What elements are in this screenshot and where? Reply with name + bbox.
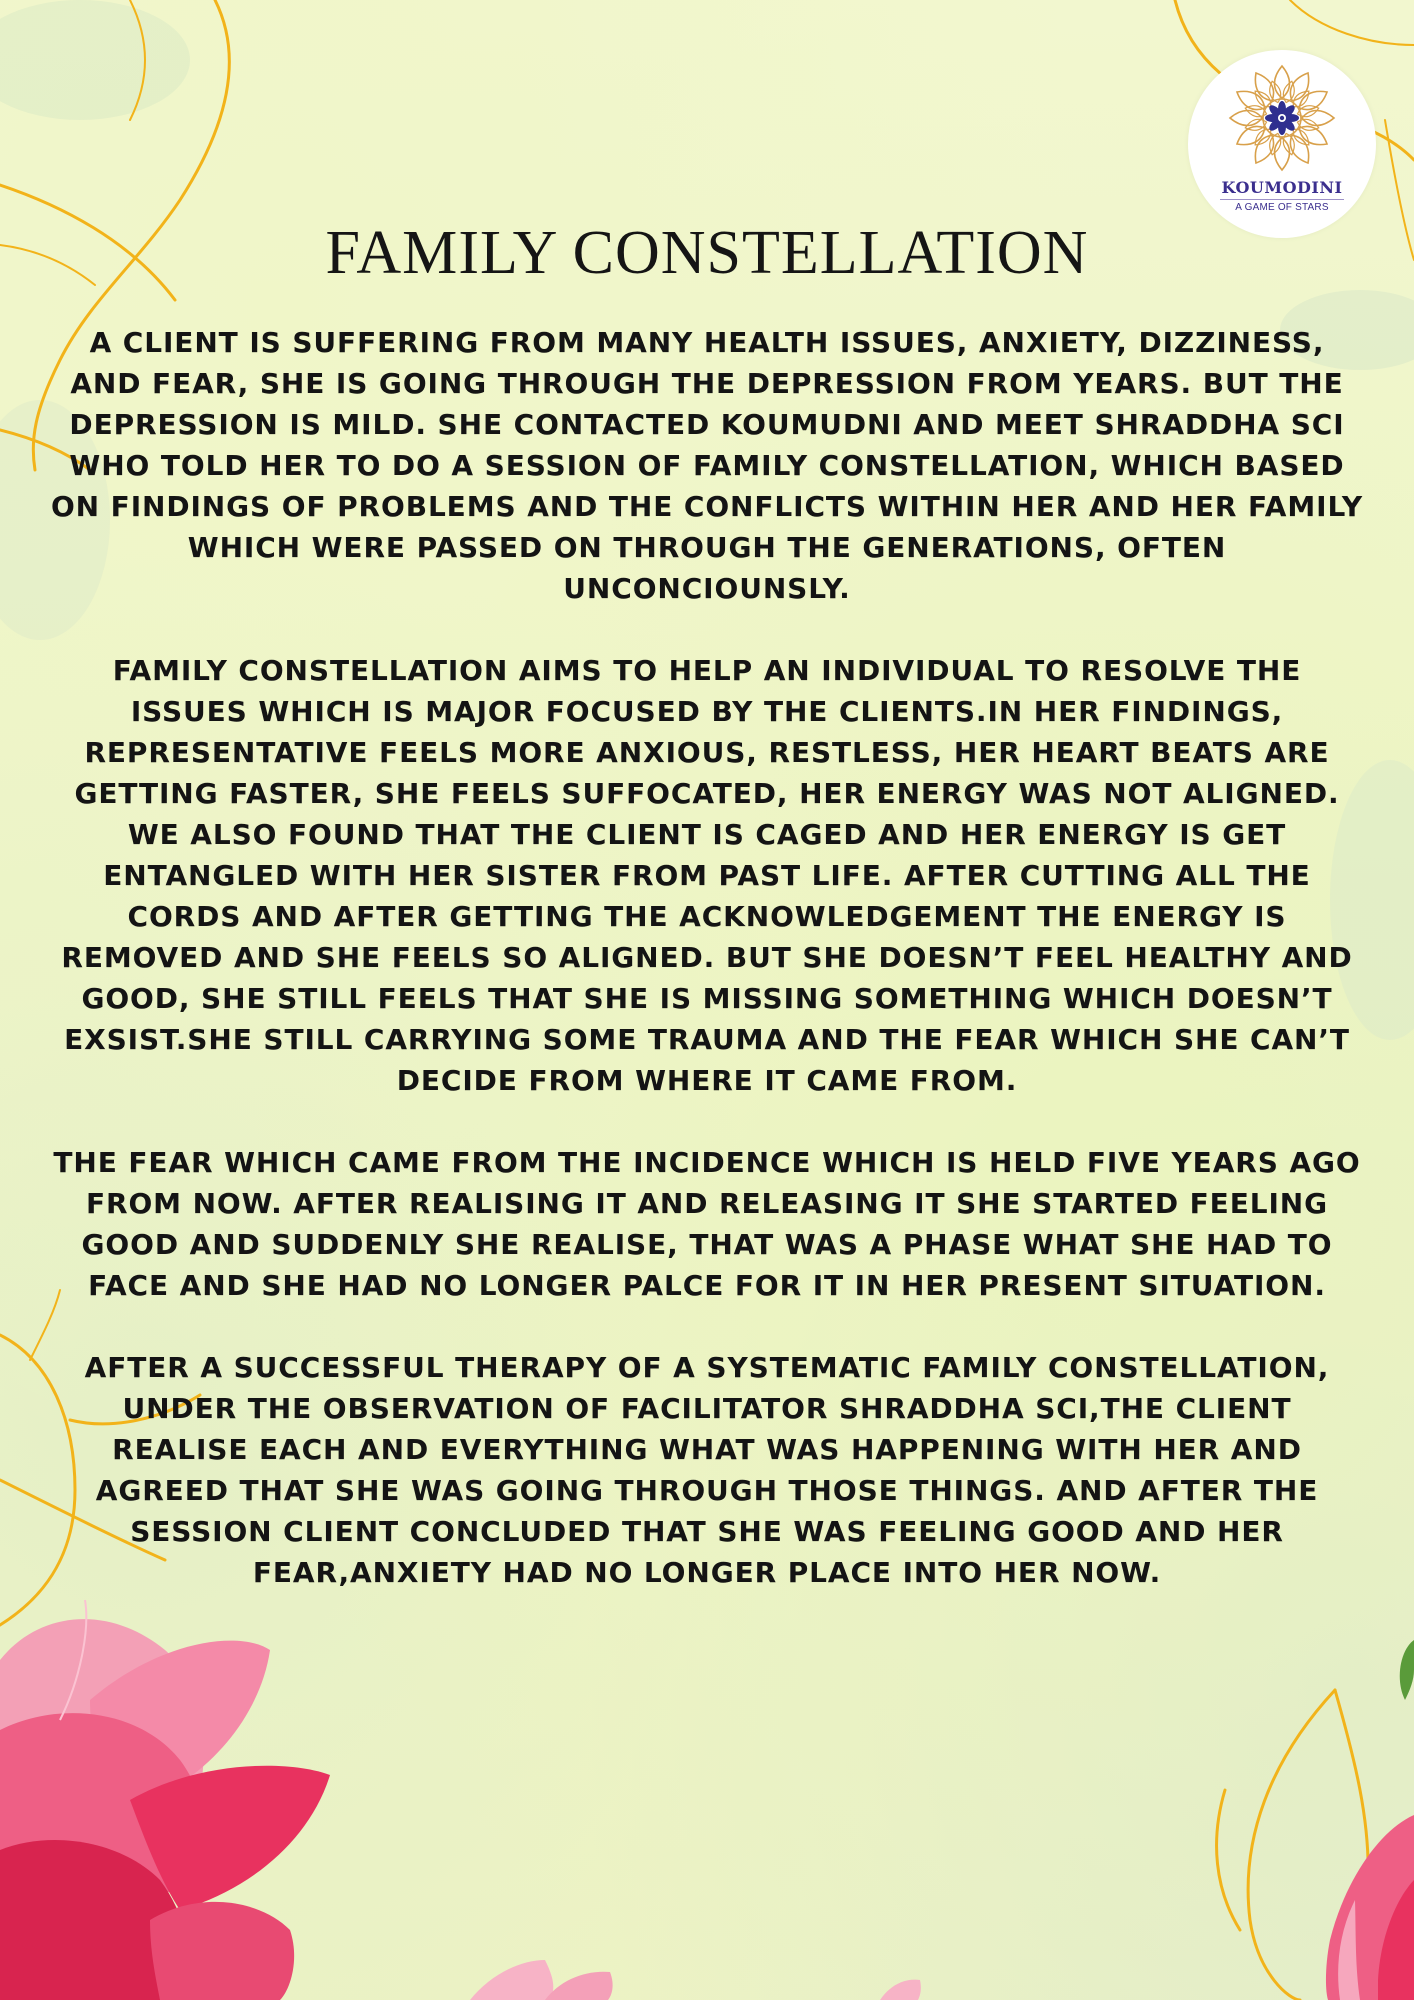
- logo-divider: [1220, 199, 1344, 200]
- logo-tagline: A GAME OF STARS: [1235, 202, 1329, 213]
- body-text: [50, 322, 1364, 1634]
- leaf-icon: [1400, 1640, 1414, 1700]
- paragraph-3: THE FEAR WHICH CAME FROM THE INCIDENCE WHICH IS HELD FIVE YEARS AGO FROM NOW. AFTER REALISING IT AND RELEASING IT SHE STARTED FEELING GOOD AND SUDDENLY SHE REALISE, THAT WAS A PHASE WHAT SHE HAD TO FACE AND SHE HAD NO LONGER PALCE FOR IT IN HER PRESENT SITUATION.: [53, 1146, 1361, 1302]
- lotus-flower-icon: [0, 1600, 330, 2000]
- paragraph-1: A CLIENT IS SUFFERING FROM MANY HEALTH ISSUES, ANXIETY, DIZZINESS, AND FEAR, SHE IS GOING THROUGH THE DEPRESSION FROM YEARS. BUT THE DEPRESSION IS MILD. SHE CONTACTED KOUMUDNI AND MEET SHRADDHA SCI WHO TOLD HER TO DO A SESSION OF FAMILY CONSTELLATION, WHICH BASED ON FINDINGS OF PROBLEMS AND THE CONFLICTS WITHIN HER AND HER FAMILY WHICH WERE PASSED ON THROUGH THE GENERATIONS, OFTEN UNCONCIOUNSLY.: [50, 326, 1364, 605]
- paragraph-2: FAMILY CONSTELLATION AIMS TO HELP AN INDIVIDUAL TO RESOLVE THE ISSUES WHICH IS MAJOR FOCUSED BY THE CLIENTS.IN HER FINDINGS, REPRESENTATIVE FEELS MORE ANXIOUS, RESTLESS, HER HEART BEATS ARE GETTING FASTER, SHE FEELS SUFFOCATED, HER ENERGY WAS NOT ALIGNED. WE ALSO FOUND THAT THE CLIENT IS CAGED AND HER ENERGY IS GET ENTANGLED WITH HER SISTER FROM PAST LIFE. AFTER CUTTING ALL THE CORDS AND AFTER GETTING THE ACKNOWLEDGEMENT THE ENERGY IS REMOVED AND SHE FEELS SO ALIGNED. BUT SHE DOESN’T FEEL HEALTHY AND GOOD, SHE STILL FEELS THAT SHE IS MISSING SOMETHING WHICH DOESN’T EXSIST.SHE STILL CARRYING SOME TRAUMA AND THE FEAR WHICH SHE CAN’T DECIDE FROM WHERE IT CAME FROM.: [61, 654, 1353, 1097]
- lotus-flower-icon: [470, 1960, 921, 2000]
- mandala-logo-icon: [1222, 58, 1342, 178]
- koumodini-logo: [1188, 50, 1376, 238]
- paragraph-4: AFTER A SUCCESSFUL THERAPY OF A SYSTEMATIC FAMILY CONSTELLATION, UNDER THE OBSERVATION OF FACILITATOR SHRADDHA SCI,THE CLIENT REALISE EACH AND EVERYTHING WHAT WAS HAPPENING WITH HER AND AGREED THAT SHE WAS GOING THROUGH THOSE THINGS. AND AFTER THE SESSION CLIENT CONCLUDED THAT SHE WAS FEELING GOOD AND HER FEAR,ANXIETY HAD NO LONGER PLACE INTO HER NOW.: [84, 1351, 1330, 1589]
- page-title: FAMILY CONSTELLATION: [325, 219, 1089, 287]
- lotus-flower-icon: [1326, 1815, 1414, 2000]
- logo-name: KOUMODINI: [1221, 178, 1343, 197]
